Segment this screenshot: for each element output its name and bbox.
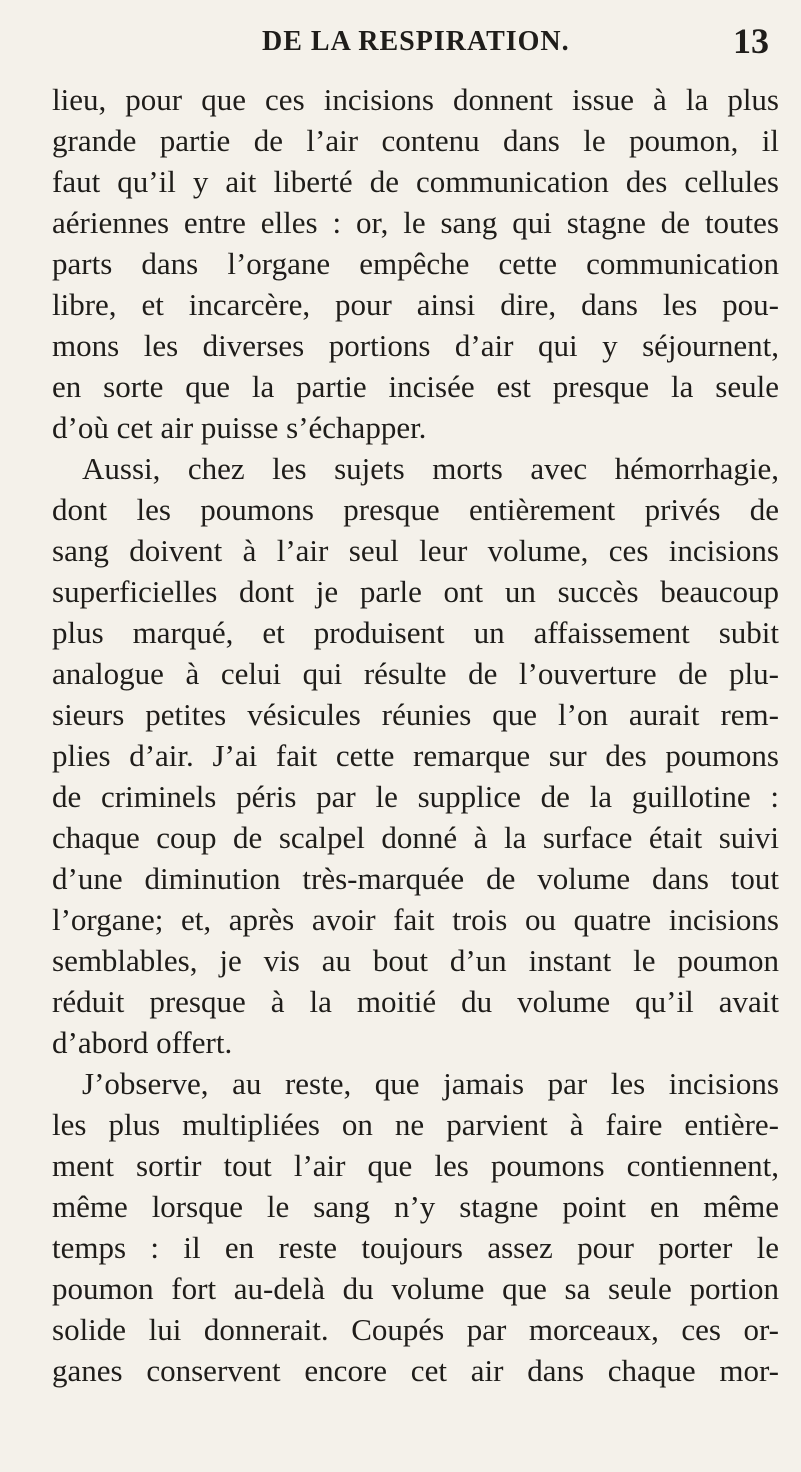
body-text: [52, 79, 779, 1391]
text-line: chaque coup de scalpel donné à la surface était suivi: [52, 820, 779, 855]
text-line: analogue à celui qui résulte de l’ouverture de plu-: [52, 656, 779, 691]
text-line: temps : il en reste toujours assez pour porter le: [52, 1230, 779, 1265]
text-line: d’une diminution très-marquée de volume dans tout: [52, 861, 779, 896]
text-line: d’où cet air puisse s’échapper.: [52, 410, 427, 445]
text-line: mons les diverses portions d’air qui y séjournent,: [52, 328, 779, 363]
text-line: solide lui donnerait. Coupés par morceaux, ces or-: [52, 1312, 779, 1347]
text-line: dont les poumons presque entièrement privés de: [52, 492, 779, 527]
text-line: sang doivent à l’air seul leur volume, ces incisions: [52, 533, 779, 568]
page-number: 13: [733, 21, 769, 61]
text-line: plies d’air. J’ai fait cette remarque sur des poumons: [52, 738, 779, 773]
running-head: [52, 18, 779, 70]
text-line: lieu, pour que ces incisions donnent issue à la plus: [52, 82, 779, 117]
text-line: en sorte que la partie incisée est presque la seule: [52, 369, 779, 404]
text-line: J’observe, au reste, que jamais par les incisions: [82, 1066, 779, 1101]
text-line: grande partie de l’air contenu dans le poumon, il: [52, 123, 779, 158]
running-title: DE LA RESPIRATION.: [262, 26, 570, 57]
text-line: libre, et incarcère, pour ainsi dire, dans les pou-: [52, 287, 779, 322]
text-line: sieurs petites vésicules réunies que l’on aurait rem-: [52, 697, 779, 732]
text-line: aériennes entre elles : or, le sang qui stagne de toutes: [52, 205, 779, 240]
text-line: l’organe; et, après avoir fait trois ou quatre incisions: [52, 902, 779, 937]
text-line: d’abord offert.: [52, 1025, 233, 1060]
text-line: de criminels péris par le supplice de la guillotine :: [52, 779, 779, 814]
text-line: faut qu’il y ait liberté de communication des cellules: [52, 164, 779, 199]
text-line: plus marqué, et produisent un affaissement subit: [52, 615, 779, 650]
text-line: ganes conservent encore cet air dans chaque mor-: [52, 1353, 779, 1388]
text-line: ment sortir tout l’air que les poumons contiennent,: [52, 1148, 779, 1183]
text-line: parts dans l’organe empêche cette communication: [52, 246, 779, 281]
text-line: Aussi, chez les sujets morts avec hémorrhagie,: [82, 451, 779, 486]
text-line: semblables, je vis au bout d’un instant le poumon: [52, 943, 779, 978]
text-line: les plus multipliées on ne parvient à faire entière-: [52, 1107, 779, 1142]
text-line: superficielles dont je parle ont un succès beaucoup: [52, 574, 779, 609]
text-line: réduit presque à la moitié du volume qu’il avait: [52, 984, 779, 1019]
text-line: même lorsque le sang n’y stagne point en même: [52, 1189, 779, 1224]
text-line: poumon fort au-delà du volume que sa seule portion: [52, 1271, 779, 1306]
